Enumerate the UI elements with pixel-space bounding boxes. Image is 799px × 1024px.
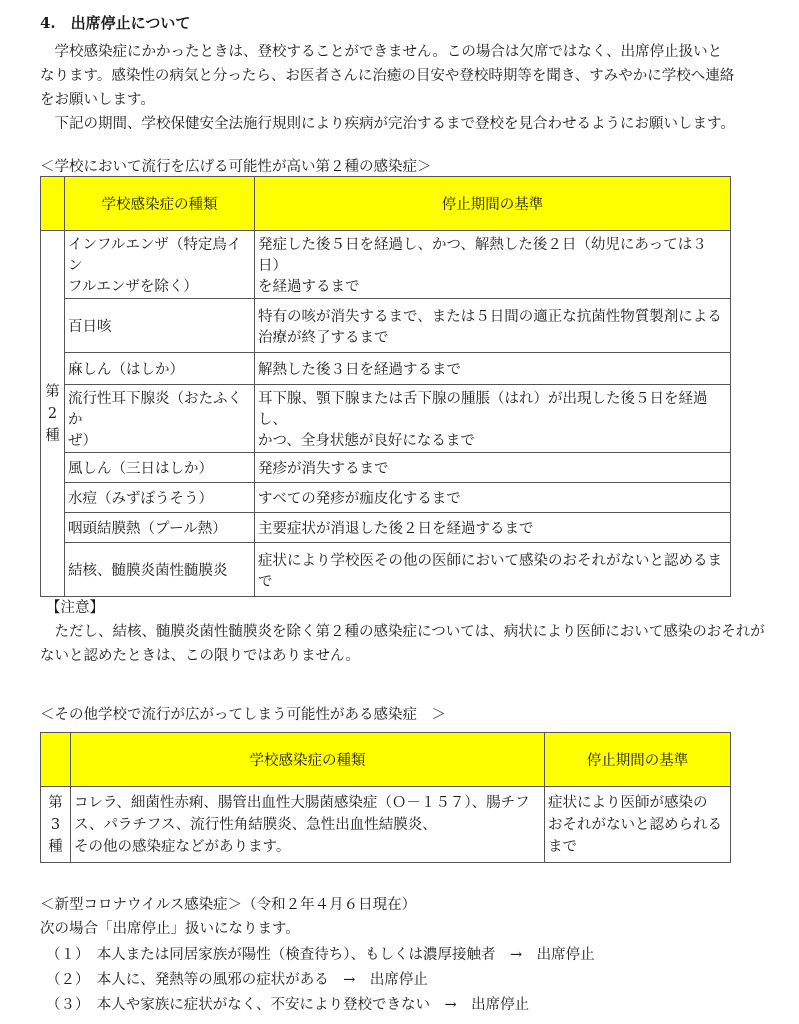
table-row-period: [255, 453, 731, 483]
intro-line-4: 下記の期間、学校保健安全法施行規則により疾病が完治するまで登校を見合わせるようにお願いします。: [40, 116, 735, 132]
disease-text: 水痘（みずぼうそう）: [68, 491, 213, 507]
table-row-disease: [65, 543, 255, 597]
table-row-period: [255, 543, 731, 597]
table-row-disease: [65, 299, 255, 353]
disease-text: 百日咳: [68, 319, 112, 335]
covid-item-1: （１） 本人または同居家族が陽性（検査待ち）、もしくは濃厚接触者 → 出席停止: [46, 947, 595, 963]
table-row-period: [255, 483, 731, 513]
period-text: 主要症状が消退した後２日を経過するまで: [258, 521, 534, 537]
covid-intro: 次の場合「出席停止」扱いになります。: [40, 921, 300, 937]
table1-group-label: [41, 231, 65, 597]
intro-line-2: なります。感染性の病気と分ったら、お医者さんに治癒の目安や登校時期等を聞き、すみやかに学校へ連絡: [40, 68, 735, 84]
disease-text: 結核、髄膜炎菌性髄膜炎: [68, 563, 228, 579]
period-text: 症状により医師が感染の: [548, 794, 708, 811]
period-text: 解熱した後３日を経過するまで: [258, 362, 461, 378]
note-line-1: ただし、結核、髄膜炎菌性髄膜炎を除く第２種の感染症については、病状により医師において感染のおそれが: [40, 624, 765, 640]
table-row-period: [545, 787, 731, 863]
group-label-char: 種: [45, 427, 60, 444]
table-row-period: [255, 385, 731, 453]
disease-text: 咽頭結膜熱（プール熱）: [68, 521, 227, 537]
table1-header-period: 停止期間の基準: [255, 177, 731, 231]
table-row-disease: [65, 385, 255, 453]
table-row-disease: [65, 453, 255, 483]
covid-heading: ＜新型コロナウイルス感染症＞（令和２年４月６日現在）: [40, 897, 417, 913]
table-row-disease: [65, 513, 255, 543]
table-row-disease: [71, 787, 545, 863]
group-label-char: 種: [48, 838, 63, 855]
note-line-2: ないと認めたときは、この限りではありません。: [40, 648, 360, 664]
table2-corner-cell: [41, 733, 71, 787]
period-text: 発疹が消失するまで: [258, 461, 389, 477]
note-heading: 【注意】: [46, 600, 104, 616]
table-row-period: [255, 353, 731, 385]
period-text: 発症した後５日を経過し、かつ、解熱した後２日（幼児にあっては３日）: [258, 237, 707, 274]
period-text: すべての発疹が痂皮化するまで: [258, 491, 461, 507]
period-text: かつ、全身状態が良好になるまで: [258, 433, 475, 449]
period-text: 治療が終了するまで: [258, 329, 389, 346]
section-title: 4. 出席停止について: [40, 14, 191, 32]
period-text: を経過するまで: [258, 279, 360, 295]
group-label-char: 3: [50, 816, 61, 833]
disease-text: ス、パラチフス、流行性角結膜炎、急性出血性結膜炎、: [74, 816, 437, 833]
intro-line-1: 学校感染症にかかったときは、登校することができません。この場合は欠席ではなく、出席停止扱いと: [40, 44, 723, 60]
table1-corner-cell: [41, 177, 65, 231]
infection-table-type3: [40, 732, 731, 863]
period-text: まで: [548, 838, 577, 855]
covid-item-3: （３） 本人や家族に症状がなく、不安により登校できない → 出席停止: [46, 997, 530, 1013]
table2-group-label: [41, 787, 71, 863]
table1-header-disease: 学校感染症の種類: [65, 177, 255, 231]
table1-caption: ＜学校において流行を広げる可能性が高い第２種の感染症＞: [40, 159, 432, 175]
disease-text: その他の感染症などがあります。: [74, 838, 291, 855]
group-label-char: 第: [45, 383, 60, 400]
disease-text: 麻しん（はしか）: [68, 362, 184, 378]
table2-header-period: 停止期間の基準: [545, 733, 731, 787]
disease-text: インフルエンザ（特定鳥イン: [68, 237, 242, 274]
disease-text: コレラ、細菌性赤痢、腸管出血性大腸菌感染症（Ｏ－１５７）、腸チフ: [74, 794, 530, 811]
table-row-disease: [65, 353, 255, 385]
group-label-char: 2: [47, 405, 58, 422]
infection-table-type2: [40, 176, 731, 597]
disease-text: 流行性耳下腺炎（おたふくか: [68, 391, 242, 428]
period-text: で: [258, 573, 273, 590]
disease-text: 風しん（三日はしか）: [68, 461, 213, 477]
period-text: 耳下腺、顎下腺または舌下腺の腫脹（はれ）が出現した後５日を経過し、: [258, 391, 708, 428]
table-row-period: [255, 299, 731, 353]
table2-caption: ＜その他学校で流行が広がってしまう可能性がある感染症 ＞: [40, 707, 446, 723]
disease-text: ぜ）: [68, 433, 97, 449]
table-row-disease: [65, 231, 255, 299]
table-row-period: [255, 513, 731, 543]
group-label-char: 第: [48, 794, 63, 811]
table2-header-disease: 学校感染症の種類: [71, 733, 545, 787]
disease-text: フルエンザを除く）: [68, 279, 198, 295]
intro-line-3: をお願いします。: [40, 92, 155, 108]
period-text: 症状により学校医その他の医師において感染のおそれがないと認めるま: [258, 552, 722, 569]
table-row-period: [255, 231, 731, 299]
table-row-disease: [65, 483, 255, 513]
period-text: 特有の咳が消失するまで、または５日間の適正な抗菌性物質製剤による: [258, 308, 722, 325]
covid-item-2: （２） 本人に、発熱等の風邪の症状がある → 出席停止: [46, 972, 428, 988]
period-text: おそれがないと認められる: [548, 816, 722, 833]
